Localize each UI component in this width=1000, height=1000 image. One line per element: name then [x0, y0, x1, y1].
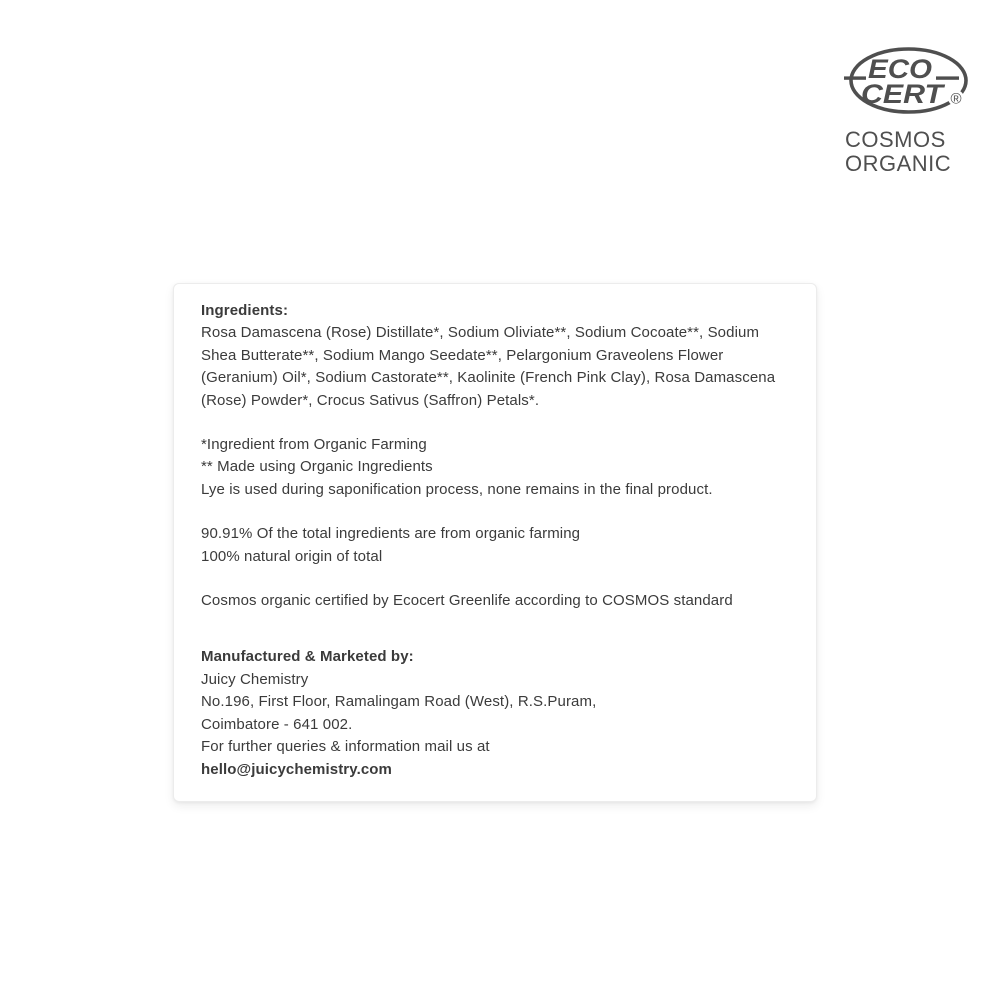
- ecocert-ellipse-icon: [843, 45, 979, 121]
- percentage-line: 100% natural origin of total: [201, 547, 383, 565]
- ecocert-logo: [843, 45, 979, 176]
- manufacturer-line: For further queries & information mail us at: [201, 738, 490, 756]
- manufacturer-section: [201, 646, 789, 780]
- manufacturer-heading: Manufactured & Marketed by:: [201, 648, 414, 666]
- cosmos-line: COSMOS: [845, 127, 946, 152]
- ingredients-heading: Ingredients:: [201, 302, 289, 319]
- manufacturer-line: Juicy Chemistry: [201, 670, 309, 688]
- certification-section: [201, 590, 789, 612]
- footnote-line: ** Made using Organic Ingredients: [201, 458, 433, 476]
- footnotes-section: [201, 434, 789, 501]
- manufacturer-line: No.196, First Floor, Ramalingam Road (West), R.S.Puram,: [201, 693, 597, 711]
- ecocert-eco-text: ECO: [868, 54, 932, 84]
- percentage-line: 90.91% Of the total ingredients are from organic farming: [201, 525, 581, 543]
- percentages-section: [201, 523, 789, 568]
- certification-text: Cosmos organic certified by Ecocert Greenlife according to COSMOS standard: [201, 592, 733, 610]
- email-text: hello@juicychemistry.com: [201, 760, 392, 778]
- registered-trademark-icon: ®: [950, 90, 962, 108]
- footnote-line: Lye is used during saponification process, none remains in the final product.: [201, 480, 713, 498]
- cosmos-organic-text: [843, 128, 979, 176]
- manufacturer-line: Coimbatore - 641 002.: [201, 715, 353, 733]
- ingredients-text: Rosa Damascena (Rose) Distillate*, Sodium Oliviate**, Sodium Cocoate**, Sodium Shea Butterate**, Sodium Mango Seedate**, Pelargonium Graveolens Flower (Geranium) Oil*, Sodium Castorate**, Kaolinite (French Pink Clay), Rosa Damascena (Rose) Powder*, Crocus Sativus (Saffron) Petals*.: [201, 324, 776, 409]
- ingredients-label-card: [173, 283, 817, 802]
- ingredients-section: [201, 300, 789, 412]
- organic-line: ORGANIC: [845, 151, 952, 176]
- ecocert-cert-text: CERT: [861, 79, 946, 109]
- footnote-line: *Ingredient from Organic Farming: [201, 436, 427, 454]
